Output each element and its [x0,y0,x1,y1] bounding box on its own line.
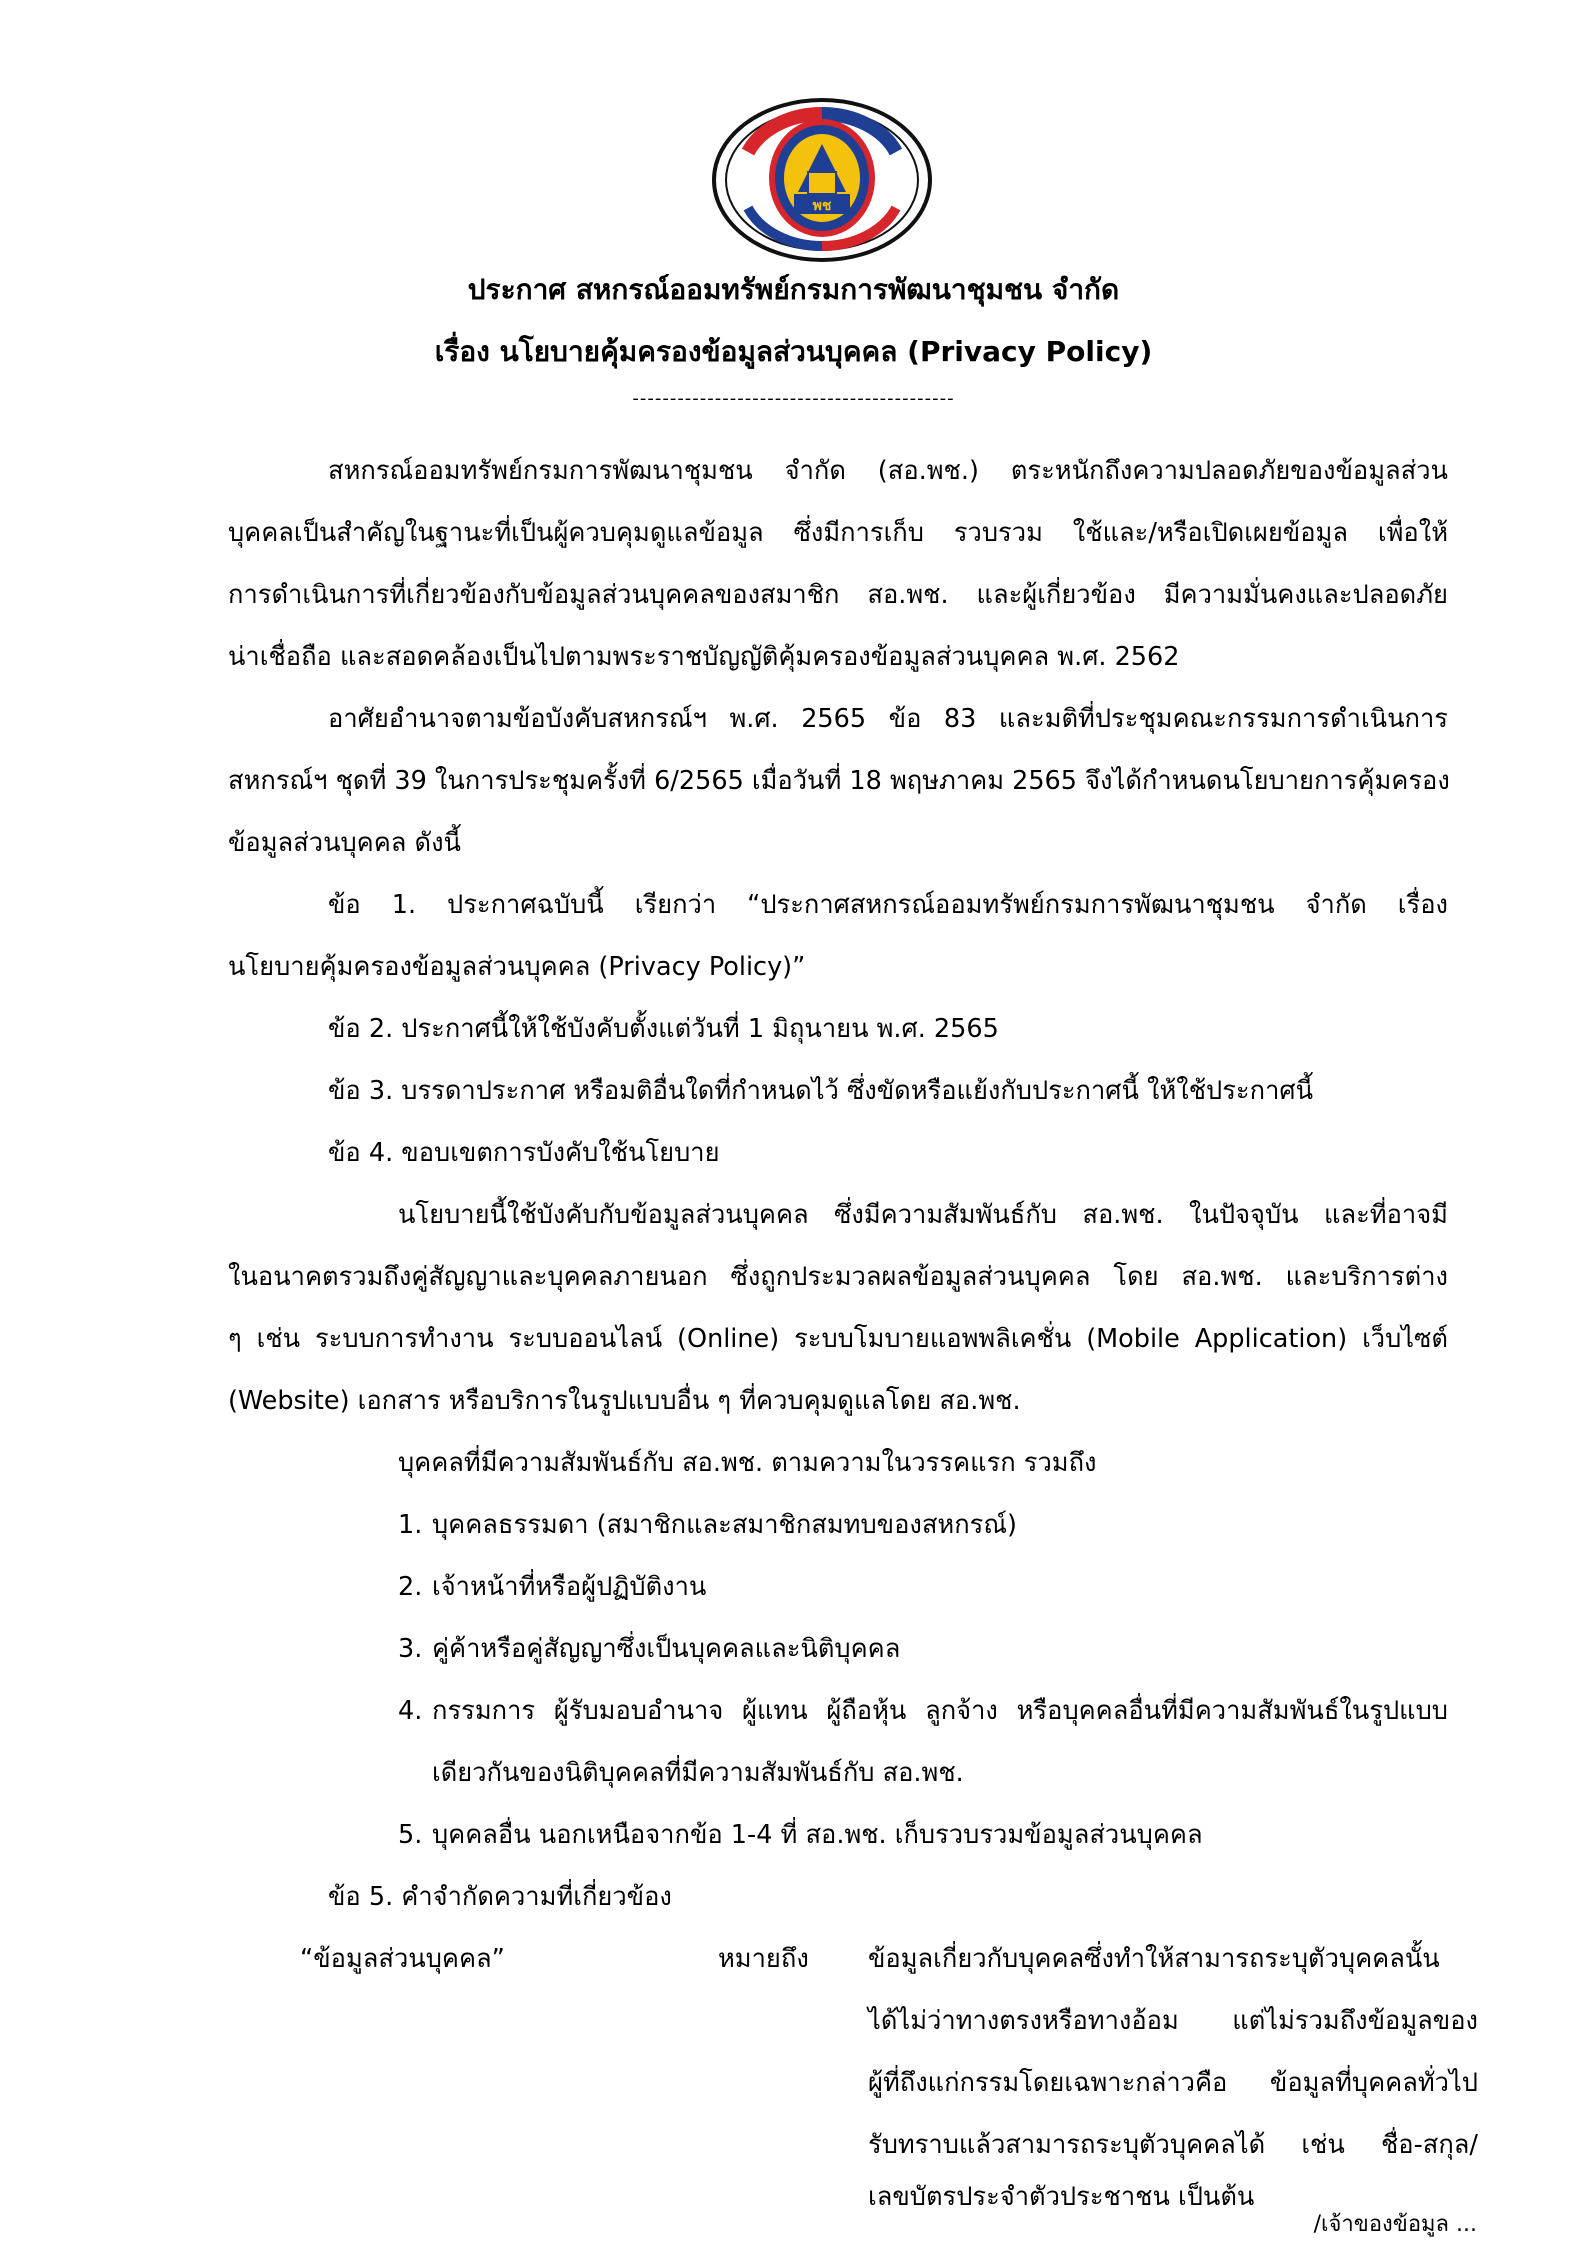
definition-line-1: ข้อมูลเกี่ยวกับบุคคลซึ่งทำให้สามารถระบุตัวบุคคลนั้น [868,1944,1440,1974]
intro-line-3: การดำเนินการที่เกี่ยวข้องกับข้อมูลส่วนบุคคลของสมาชิก สอ.พช. และผู้เกี่ยวข้อง มีความมั่นคงและปลอดภัย [228,580,1448,610]
authority-line-1: อาศัยอำนาจตามข้อบังคับสหกรณ์ฯ พ.ศ. 2565 ข้อ 83 และมติที่ประชุมคณะกรรมการดำเนินการ [328,704,1448,734]
definition-line-3: ผู้ที่ถึงแก่กรรมโดยเฉพาะกล่าวคือ ข้อมูลที่บุคคลทั่วไป [868,2068,1478,2098]
related-persons-intro: บุคคลที่มีความสัมพันธ์กับ สอ.พช. ตามความในวรรคแรก รวมถึง [398,1448,1097,1478]
clause-4-para-line-4: (Website) เอกสาร หรือบริการในรูปแบบอื่น ๆ ที่ควบคุมดูแลโดย สอ.พช. [228,1386,1021,1416]
logo-center-text: พช [812,198,832,214]
document-subject: เรื่อง นโยบายคุ้มครองข้อมูลส่วนบุคคล (Privacy Policy) [434,335,1153,368]
definition-means-label: หมายถึง [718,1944,809,1974]
cooperative-logo [708,92,936,262]
definition-line-4: รับทราบแล้วสามารถระบุตัวบุคคลได้ เช่น ชื่อ-สกุล/ [868,2130,1478,2160]
list-item: บุคคลธรรมดา (สมาชิกและสมาชิกสมทบของสหกรณ์) [432,1510,1017,1540]
clause-4-heading: ข้อ 4. ขอบเขตการบังคับใช้นโยบาย [328,1138,720,1168]
list-item: กรรมการ ผู้รับมอบอำนาจ ผู้แทน ผู้ถือหุ้น ลูกจ้าง หรือบุคคลอื่นที่มีความสัมพันธ์ในรูปแบบ [432,1696,1448,1726]
definition-line-2: ได้ไม่ว่าทางตรงหรือทางอ้อม แต่ไม่รวมถึงข้อมูลของ [868,2006,1478,2036]
intro-line-2: บุคคลเป็นสำคัญในฐานะที่เป็นผู้ควบคุมดูแลข้อมูล ซึ่งมีการเก็บ รวบรวม ใช้และ/หรือเปิดเผยข้อมูล เพื่อให้ [228,518,1448,548]
intro-line-1: สหกรณ์ออมทรัพย์กรมการพัฒนาชุมชน จำกัด (สอ.พช.) ตระหนักถึงความปลอดภัยของข้อมูลส่วน [328,456,1448,486]
clause-2: ข้อ 2. ประกาศนี้ให้ใช้บังคับตั้งแต่วันที่ 1 มิถุนายน พ.ศ. 2565 [328,1014,999,1044]
definition-term: “ข้อมูลส่วนบุคคล” [300,1944,505,1974]
intro-line-4: น่าเชื่อถือ และสอดคล้องเป็นไปตามพระราชบัญญัติคุ้มครองข้อมูลส่วนบุคคล พ.ศ. 2562 [228,642,1180,672]
list-item-number: 3. [398,1634,423,1664]
clause-4-para-line-3: ๆ เช่น ระบบการทำงาน ระบบออนไลน์ (Online) ระบบโมบายแอพพลิเคชั่น (Mobile Application) เว็บไซต์ [228,1324,1448,1354]
list-item-number: 1. [398,1510,423,1540]
list-item-number: 5. [398,1820,423,1850]
authority-line-2: สหกรณ์ฯ ชุดที่ 39 ในการประชุมครั้งที่ 6/2565 เมื่อวันที่ 18 พฤษภาคม 2565 จึงได้กำหนดนโยบายการคุ้มครอง [228,766,1450,796]
title-separator: ------------------------------------------- [632,388,955,409]
list-item-number: 4. [398,1696,423,1726]
clause-4-para-line-2: ในอนาคตรวมถึงคู่สัญญาและบุคคลภายนอก ซึ่งถูกประมวลผลข้อมูลส่วนบุคคล โดย สอ.พช. และบริการต่าง [228,1262,1448,1292]
clause-1-line-1: ข้อ 1. ประกาศฉบับนี้ เรียกว่า “ประกาศสหกรณ์ออมทรัพย์กรมการพัฒนาชุมชน จำกัด เรื่อง [328,890,1448,920]
list-item-number: 2. [398,1572,423,1602]
clause-3: ข้อ 3. บรรดาประกาศ หรือมติอื่นใดที่กำหนดไว้ ซึ่งขัดหรือแย้งกับประกาศนี้ ให้ใช้ประกาศนี้ [328,1076,1313,1106]
authority-line-3: ข้อมูลส่วนบุคคล ดังนี้ [228,828,461,858]
list-item: คู่ค้าหรือคู่สัญญาซึ่งเป็นบุคคลและนิติบุคคล [432,1634,901,1664]
clause-5-heading: ข้อ 5. คำจำกัดความที่เกี่ยวข้อง [328,1882,672,1912]
page-continuation: /เจ้าของข้อมูล ... [1313,2212,1477,2237]
list-item: บุคคลอื่น นอกเหนือจากข้อ 1-4 ที่ สอ.พช. เก็บรวบรวมข้อมูลส่วนบุคคล [432,1820,1203,1850]
clause-4-para-line-1: นโยบายนี้ใช้บังคับกับข้อมูลส่วนบุคคล ซึ่งมีความสัมพันธ์กับ สอ.พช. ในปัจจุบัน และที่อาจมี [398,1200,1448,1230]
definition-line-5: เลขบัตรประจำตัวประชาชน เป็นต้น [868,2182,1255,2212]
document-title: ประกาศ สหกรณ์ออมทรัพย์กรมการพัฒนาชุมชน จำกัด [467,273,1120,306]
list-item-continuation: เดียวกันของนิติบุคคลที่มีความสัมพันธ์กับ สอ.พช. [432,1758,964,1788]
clause-1-line-2: นโยบายคุ้มครองข้อมูลส่วนบุคคล (Privacy Policy)” [228,952,806,982]
list-item: เจ้าหน้าที่หรือผู้ปฏิบัติงาน [432,1572,707,1602]
